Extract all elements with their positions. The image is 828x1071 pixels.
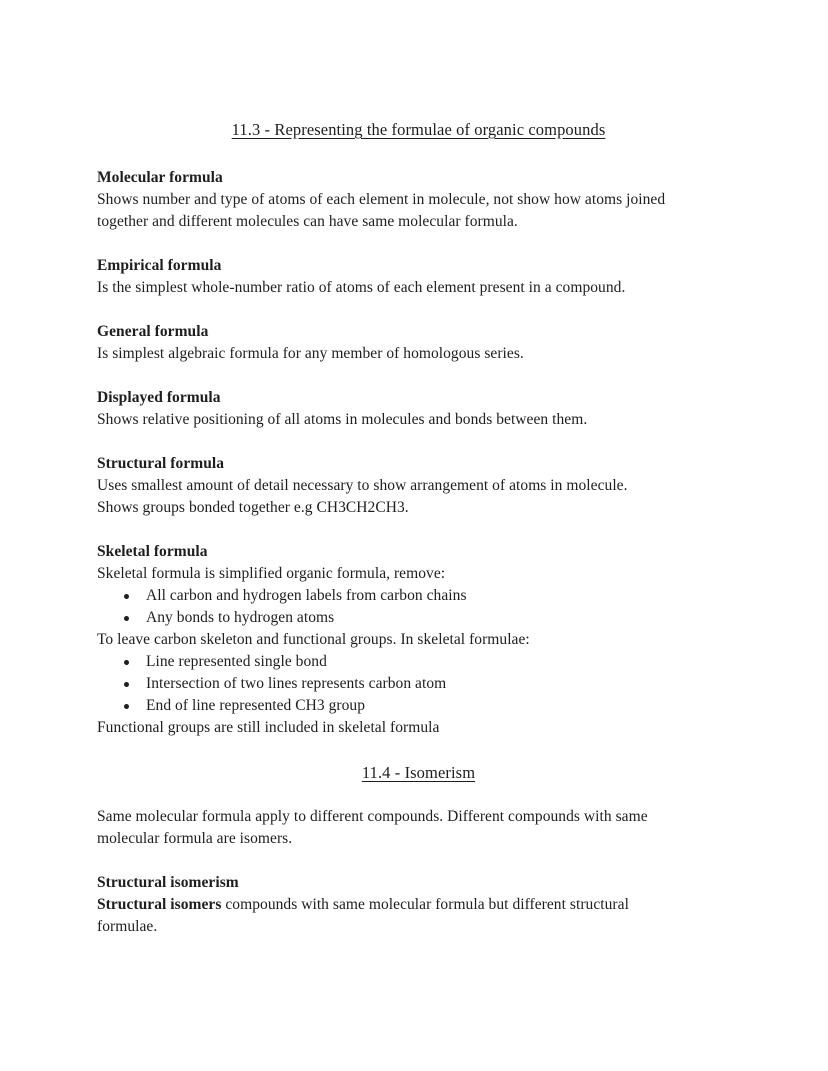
paragraph-line: Skeletal formula is simplified organic formula, remove:	[97, 565, 446, 582]
subheading-displayed-formula: Displayed formula	[97, 389, 221, 406]
spacer	[97, 431, 740, 453]
spacer	[97, 850, 740, 872]
paragraph-line: formulae.	[97, 918, 158, 935]
bullet-text: Line represented single bond	[146, 653, 327, 670]
subheading-structural-isomerism: Structural isomerism	[97, 874, 239, 891]
spacer	[97, 299, 740, 321]
paragraph-line: Shows relative positioning of all atoms in molecules and bonds between them.	[97, 411, 588, 428]
bullet-icon	[124, 704, 129, 709]
definition-text: compounds with same molecular formula but different structural	[221, 896, 629, 913]
bullet-icon	[124, 594, 129, 599]
bullet-text: End of line represented CH3 group	[146, 697, 366, 714]
subheading-empirical-formula: Empirical formula	[97, 257, 222, 274]
paragraph-line: Shows number and type of atoms of each element in molecule, not show how atoms joined	[97, 191, 666, 208]
bullet-icon	[124, 616, 129, 621]
paragraph-line: molecular formula are isomers.	[97, 830, 293, 847]
bullet-text: Intersection of two lines represents carbon atom	[146, 675, 447, 692]
bullet-text: Any bonds to hydrogen atoms	[146, 609, 335, 626]
paragraph-line	[97, 894, 740, 916]
subheading-structural-formula: Structural formula	[97, 455, 225, 472]
bullet-item	[97, 607, 740, 629]
spacer	[97, 233, 740, 255]
paragraph-line: To leave carbon skeleton and functional groups. In skeletal formulae:	[97, 631, 530, 648]
paragraph-line: Uses smallest amount of detail necessary to show arrangement of atoms in molecule.	[97, 477, 628, 494]
bullet-item	[97, 585, 740, 607]
paragraph-line: Is simplest algebraic formula for any member of homologous series.	[97, 345, 524, 362]
bullet-text: All carbon and hydrogen labels from carbon chains	[146, 587, 467, 604]
spacer	[97, 519, 740, 541]
paragraph-line: Functional groups are still included in skeletal formula	[97, 719, 440, 736]
paragraph-line: Is the simplest whole-number ratio of atoms of each element present in a compound.	[97, 279, 626, 296]
bullet-item	[97, 673, 740, 695]
spacer	[97, 739, 740, 761]
section-heading-11-4: 11.4 - Isomerism	[361, 763, 476, 782]
subheading-skeletal-formula: Skeletal formula	[97, 543, 208, 560]
bullet-icon	[124, 660, 129, 665]
spacer	[97, 365, 740, 387]
spacer	[97, 784, 740, 806]
subheading-general-formula: General formula	[97, 323, 209, 340]
term-structural-isomers: Structural isomers	[97, 896, 222, 913]
bullet-item	[97, 651, 740, 673]
subheading-molecular-formula: Molecular formula	[97, 169, 223, 186]
bullet-icon	[124, 682, 129, 687]
bullet-item	[97, 695, 740, 717]
paragraph-line: Shows groups bonded together e.g CH3CH2CH3.	[97, 499, 409, 516]
paragraph-line: together and different molecules can have same molecular formula.	[97, 213, 518, 230]
paragraph-line: Same molecular formula apply to different compounds. Different compounds with same	[97, 808, 648, 825]
section-heading-11-3: 11.3 - Representing the formulae of organic compounds	[231, 120, 606, 139]
